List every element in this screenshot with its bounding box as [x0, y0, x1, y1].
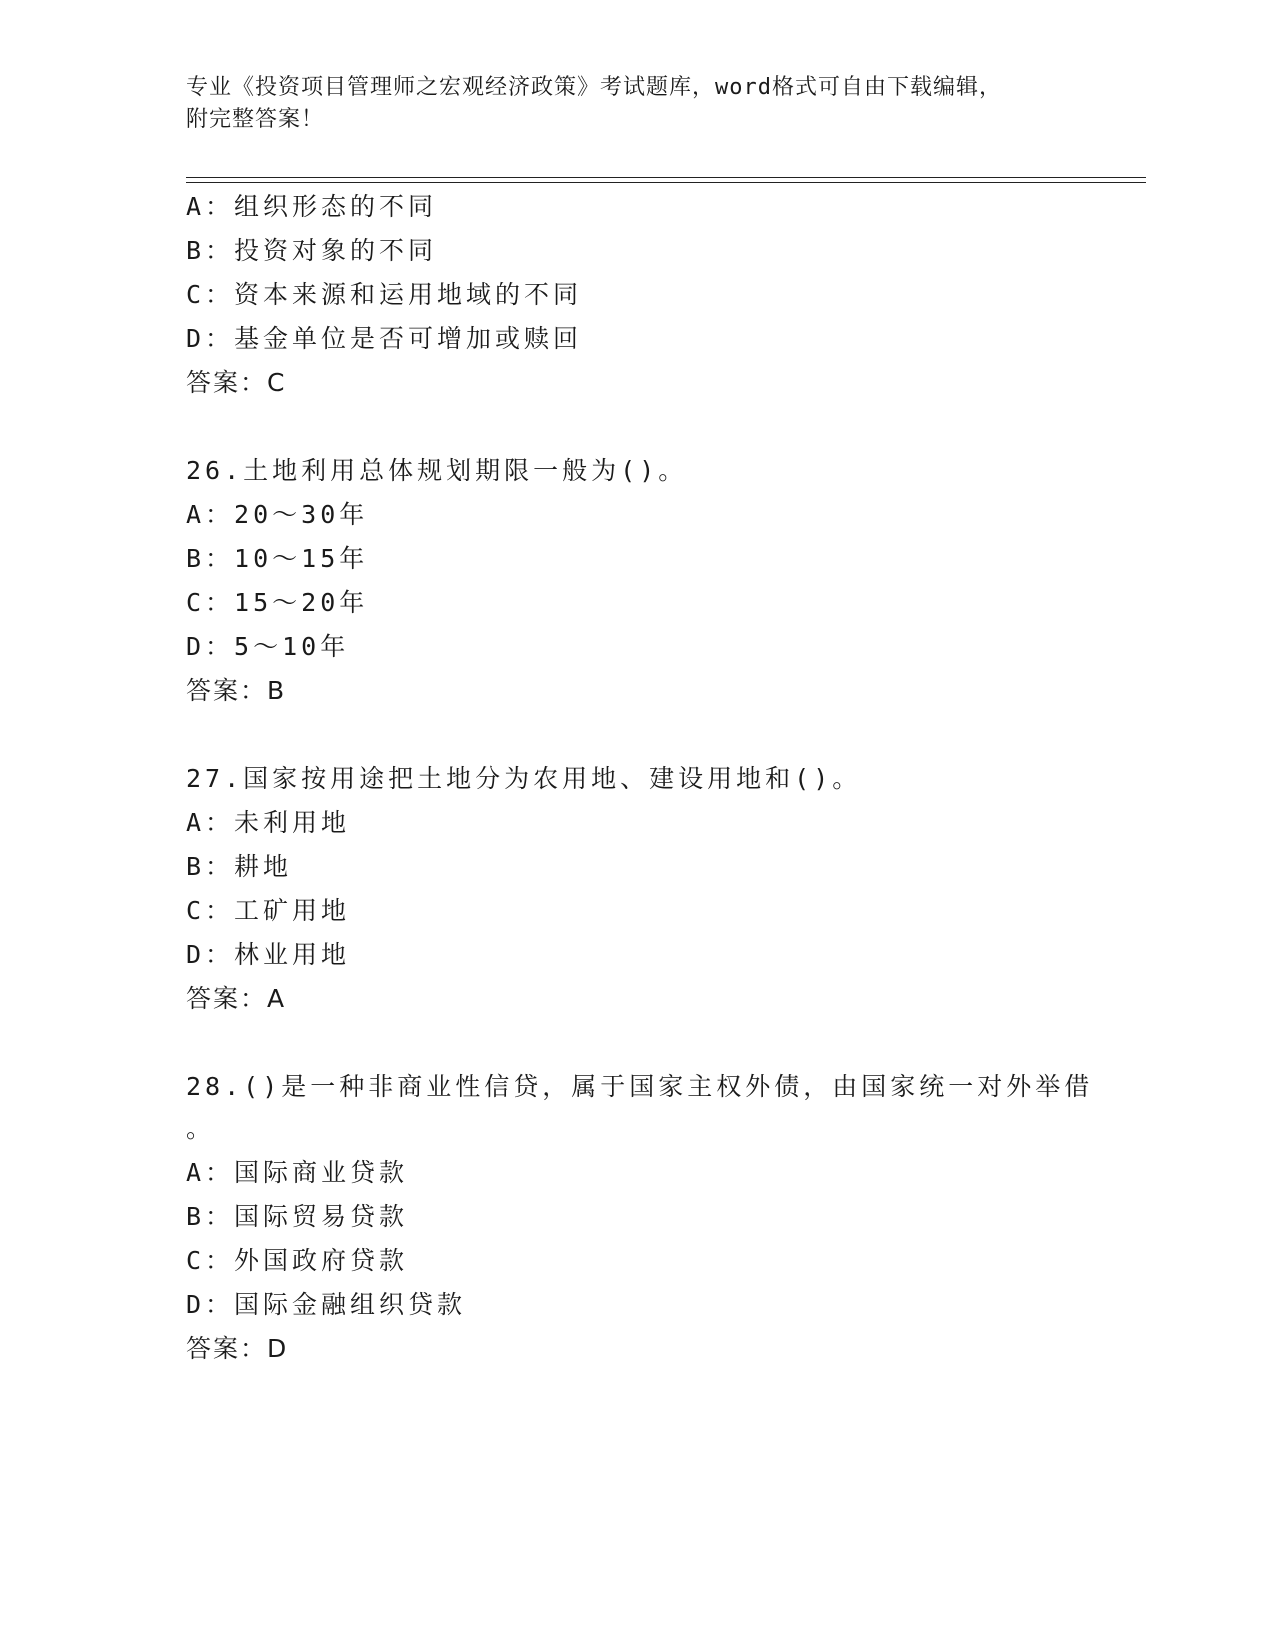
header-divider-bottom — [186, 182, 1146, 183]
q26-question: 26.土地利用总体规划期限一般为()。 — [186, 456, 688, 485]
q27-question: 27.国家按用途把土地分为农用地、建设用地和()。 — [186, 764, 862, 793]
q27-option-b: B：耕地 — [186, 852, 293, 881]
q25-answer: 答案：C — [186, 368, 287, 397]
q26-option-c: C：15～20年 — [186, 588, 369, 617]
header-line-1: 专业《投资项目管理师之宏观经济政策》考试题库，word格式可自由下载编辑， — [186, 75, 1002, 100]
q25-option-a: A：组织形态的不同 — [186, 192, 438, 221]
q26-option-a: A：20～30年 — [186, 500, 369, 529]
q25-option-d: D：基金单位是否可增加或赎回 — [186, 324, 583, 353]
q28-question: 28.()是一种非商业性信贷，属于国家主权外债，由国家统一对外举借 — [186, 1072, 1094, 1101]
q28-option-a: A：国际商业贷款 — [186, 1158, 409, 1187]
header-line-2: 附完整答案！ — [186, 107, 325, 132]
q28-option-b: B：国际贸易贷款 — [186, 1202, 409, 1231]
q27-option-d: D：林业用地 — [186, 940, 351, 969]
q28-answer: 答案：D — [186, 1334, 289, 1363]
q25-option-b: B：投资对象的不同 — [186, 236, 438, 265]
q28-option-c: C：外国政府贷款 — [186, 1246, 409, 1275]
header-divider-top — [186, 177, 1146, 178]
q26-answer: 答案：B — [186, 676, 287, 705]
q27-option-a: A：未利用地 — [186, 808, 351, 837]
q26-option-b: B：10～15年 — [186, 544, 369, 573]
q27-answer: 答案：A — [186, 984, 287, 1013]
q28-option-d: D：国际金融组织贷款 — [186, 1290, 467, 1319]
document-header — [186, 72, 1086, 136]
q25-option-c: C：资本来源和运用地域的不同 — [186, 280, 583, 309]
q28-question-continuation: 。 — [186, 1114, 216, 1143]
q26-option-d: D：5～10年 — [186, 632, 350, 661]
q27-option-c: C：工矿用地 — [186, 896, 351, 925]
